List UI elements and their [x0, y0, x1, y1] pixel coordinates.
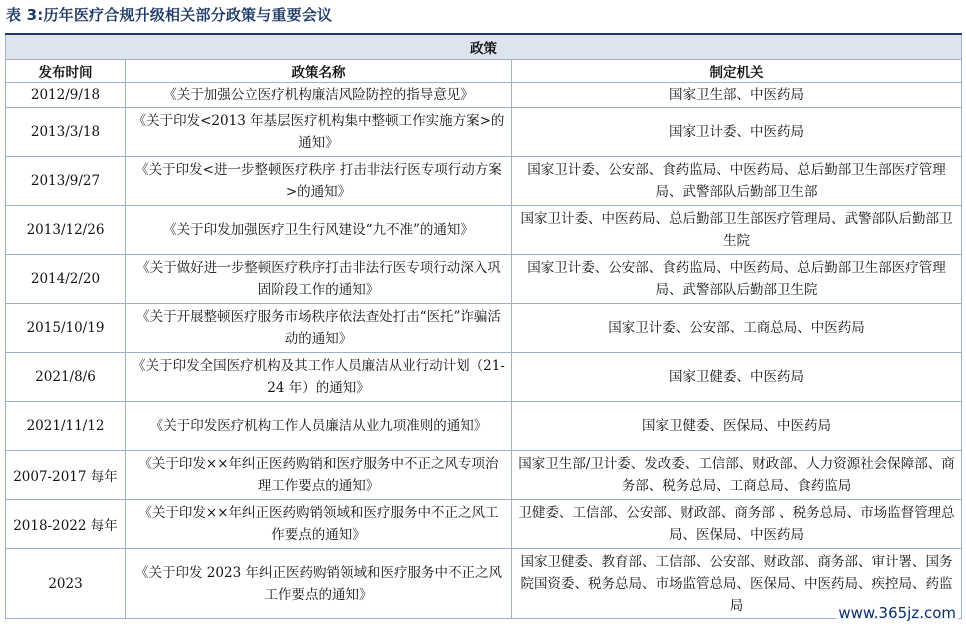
- column-header-name: 政策名称: [126, 60, 512, 83]
- table-title: 表 3:历年医疗合规升级相关部分政策与重要会议: [6, 6, 333, 24]
- policy-name-cell: 《关于印发 2023 年纠正医药购销领域和医疗服务中不正之风工作要点的通知》: [126, 549, 512, 619]
- column-header-row: [6, 60, 962, 83]
- group-header: 政策: [6, 34, 962, 60]
- authority-cell: 国家卫计委、中医药局、总后勤部卫生部医疗管理局、武警部队后勤部卫生院: [512, 206, 962, 255]
- authority-cell: 国家卫生部/卫计委、发改委、工信部、财政部、人力资源社会保障部、商务部、税务总局、工商总局、食药监局: [512, 451, 962, 500]
- date-cell: 2021/8/6: [6, 353, 126, 402]
- date-cell: 2015/10/19: [6, 304, 126, 353]
- watermark-text: www.365jz.com: [838, 604, 956, 622]
- authority-cell: 国家卫生部、中医药局: [512, 83, 962, 108]
- table-row: [6, 304, 962, 353]
- table-body: [6, 83, 962, 619]
- column-header-date: 发布时间: [6, 60, 126, 83]
- table-row: [6, 500, 962, 549]
- date-cell: 2013/12/26: [6, 206, 126, 255]
- table-row: [6, 402, 962, 451]
- authority-cell: 国家卫健委、教育部、工信部、公安部、财政部、商务部、审计署、国务院国资委、税务总局、市场监管总局、医保局、中医药局、疾控局、药监局: [512, 549, 962, 619]
- date-cell: 2021/11/12: [6, 402, 126, 451]
- policy-name-cell: 《关于印发<2013 年基层医疗机构集中整顿工作实施方案>的通知》: [126, 108, 512, 157]
- policy-name-cell: 《关于印发加强医疗卫生行风建设“九不准”的通知》: [126, 206, 512, 255]
- policy-name-cell: 《关于印发全国医疗机构及其工作人员廉洁从业行动计划（21-24 年）的通知》: [126, 353, 512, 402]
- policy-table-container: [5, 33, 961, 619]
- table-row: [6, 255, 962, 304]
- policy-name-cell: 《关于开展整顿医疗服务市场秩序依法查处打击“医托”诈骗活动的通知》: [126, 304, 512, 353]
- date-cell: 2014/2/20: [6, 255, 126, 304]
- date-cell: 2012/9/18: [6, 83, 126, 108]
- date-cell: 2018-2022 每年: [6, 500, 126, 549]
- table-row: [6, 157, 962, 206]
- authority-cell: 国家卫计委、公安部、工商总局、中医药局: [512, 304, 962, 353]
- policy-table: [5, 33, 962, 619]
- date-cell: 2023: [6, 549, 126, 619]
- table-row: [6, 206, 962, 255]
- policy-name-cell: 《关于做好进一步整顿医疗秩序打击非法行医专项行动深入巩固阶段工作的通知》: [126, 255, 512, 304]
- table-row: [6, 549, 962, 619]
- policy-name-cell: 《关于印发××年纠正医药购销和医疗服务中不正之风专项治理工作要点的通知》: [126, 451, 512, 500]
- policy-name-cell: 《关于印发<进一步整顿医疗秩序 打击非法行医专项行动方案>的通知》: [126, 157, 512, 206]
- policy-name-cell: 《关于印发××年纠正医药购销领域和医疗服务中不正之风工作要点的通知》: [126, 500, 512, 549]
- date-cell: 2013/3/18: [6, 108, 126, 157]
- authority-cell: 卫健委、工信部、公安部、财政部、商务部 、税务总局、市场监督管理总局、医保局、中医药局: [512, 500, 962, 549]
- table-row: [6, 108, 962, 157]
- authority-cell: 国家卫健委、医保局、中医药局: [512, 402, 962, 451]
- column-header-org: 制定机关: [512, 60, 962, 83]
- table-row: [6, 451, 962, 500]
- authority-cell: 国家卫计委、公安部、食药监局、中医药局、总后勤部卫生部医疗管理局、武警部队后勤部卫生院: [512, 255, 962, 304]
- group-header-row: [6, 34, 962, 60]
- date-cell: 2007-2017 每年: [6, 451, 126, 500]
- policy-name-cell: 《关于印发医疗机构工作人员廉洁从业九项准则的通知》: [126, 402, 512, 451]
- authority-cell: 国家卫计委、公安部、食药监局、中医药局、总后勤部卫生部医疗管理局、武警部队后勤部卫生部: [512, 157, 962, 206]
- date-cell: 2013/9/27: [6, 157, 126, 206]
- policy-name-cell: 《关于加强公立医疗机构廉洁风险防控的指导意见》: [126, 83, 512, 108]
- table-row: [6, 353, 962, 402]
- authority-cell: 国家卫健委、中医药局: [512, 353, 962, 402]
- table-row: [6, 83, 962, 108]
- authority-cell: 国家卫计委、中医药局: [512, 108, 962, 157]
